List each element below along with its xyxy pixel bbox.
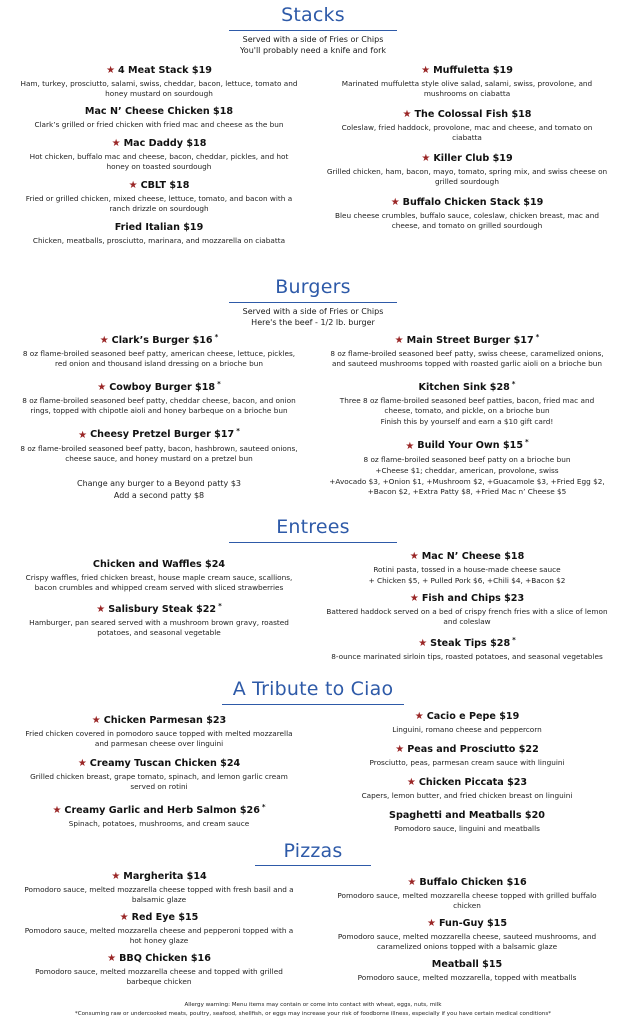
item-name: Fried Italian $19 <box>114 222 204 233</box>
star-icon: ★ <box>99 335 109 347</box>
section-title-stacks: Stacks <box>281 4 345 26</box>
raw-warning-mark: * <box>535 333 540 341</box>
raw-warning-mark: * <box>512 636 516 644</box>
raw-warning-mark: * <box>511 380 516 389</box>
section-title-burgers: Burgers <box>275 276 351 298</box>
allergy-warning: Allergy warning: Menu items may contain or come into contact with wheat, eggs, nuts, milk <box>184 1002 442 1008</box>
item-name: Muffuletta $19 <box>433 65 513 76</box>
menu-item <box>14 952 304 987</box>
item-description: Rotini pasta, tossed in a house-made cheese sauce <box>373 565 561 574</box>
item-name: Build Your Own $15 <box>417 440 523 452</box>
stacks-right-column <box>322 64 612 231</box>
item-name: 4 Meat Stack $19 <box>118 65 212 76</box>
star-icon: ★ <box>421 65 431 76</box>
section-subtitle: Served with a side of Fries or Chips <box>242 35 384 44</box>
section-subtitle: You'll probably need a knife and fork <box>239 46 387 55</box>
menu-item <box>14 179 304 214</box>
ciao-left-column <box>14 714 304 829</box>
item-description: 8 oz flame-broiled seasoned beef patty, american cheese, lettuce, pickles, red onion and thousand island dressing on a brioche bun <box>22 349 296 369</box>
entrees-left-column <box>14 558 304 638</box>
star-icon: ★ <box>52 805 62 817</box>
item-name: Chicken Piccata $23 <box>418 777 528 788</box>
star-icon: ★ <box>77 758 87 769</box>
star-icon: ★ <box>390 197 400 208</box>
menu-item <box>322 152 612 187</box>
star-icon: ★ <box>395 744 405 755</box>
item-name: Fish and Chips $23 <box>421 593 525 604</box>
star-icon: ★ <box>407 877 417 888</box>
star-icon: ★ <box>91 715 101 726</box>
section-rule <box>229 30 397 31</box>
item-name: Meatball $15 <box>431 959 503 970</box>
pizzas-right-column <box>322 876 612 983</box>
section-rule <box>222 704 404 705</box>
item-description: Chicken, meatballs, prosciutto, marinara, and mozzarella on ciabatta <box>32 236 286 245</box>
raw-warning-mark: * <box>218 602 222 610</box>
star-icon: ★ <box>394 335 404 347</box>
item-description: + Chicken $5, + Pulled Pork $6, +Chili $4, +Bacon $2 <box>368 576 566 585</box>
menu-item <box>14 105 304 130</box>
item-description: Pomodoro sauce, melted mozzarella, topped with meatballs <box>357 973 577 982</box>
raw-warning-mark: * <box>525 438 529 447</box>
item-name: Main Street Burger $17 <box>406 335 534 347</box>
stacks-left-column <box>14 64 304 246</box>
star-icon: ★ <box>409 551 419 562</box>
star-icon: ★ <box>418 638 428 650</box>
item-description: Pomodoro sauce, melted mozzarella cheese and pepperoni topped with a hot honey glaze <box>24 926 294 945</box>
item-name: Peas and Prosciutto $22 <box>407 744 539 755</box>
star-icon: ★ <box>406 777 416 788</box>
menu-item <box>14 377 304 416</box>
item-name: Salisbury Steak $22 <box>108 604 217 616</box>
section-title-pizzas: Pizzas <box>283 840 343 862</box>
item-description: +Cheese $1; cheddar, american, provolone, swiss <box>375 465 559 475</box>
menu-item <box>322 435 612 496</box>
section-rule <box>255 865 371 866</box>
item-name: Fun-Guy $15 <box>438 918 507 929</box>
item-description: Spinach, potatoes, mushrooms, and cream sauce <box>68 819 250 829</box>
raw-warning-mark: * <box>217 380 221 389</box>
item-name: Spaghetti and Meatballs $20 <box>389 810 545 821</box>
burgers-right-column <box>322 330 612 497</box>
item-name: Kitchen Sink $28 <box>418 382 510 394</box>
raw-warning-mark: * <box>236 427 240 436</box>
menu-item <box>322 330 612 369</box>
item-name: Cacio e Pepe $19 <box>426 711 520 722</box>
item-description: Pomodoro sauce, melted mozzarella cheese and topped with grilled barbeque chicken <box>35 967 283 986</box>
menu-item <box>14 330 304 369</box>
item-description: Crispy waffles, fried chicken breast, house maple cream sauce, scallions, bacon crumbles and whipped cream served with sliced strawberries <box>25 573 293 592</box>
menu-item <box>14 757 304 792</box>
item-description: Three 8 oz flame-broiled seasoned beef patties, bacon, fried mac and cheese, tomato, and pickle, on a brioche bun <box>339 396 595 416</box>
star-icon: ★ <box>402 109 412 120</box>
ciao-right-column <box>322 710 612 834</box>
star-icon: ★ <box>128 180 138 191</box>
item-name: Buffalo Chicken $16 <box>419 877 527 888</box>
item-name: Cowboy Burger $18 <box>109 382 216 394</box>
item-description: Fried chicken covered in pomodoro sauce topped with melted mozzarella and parmesan cheese over linguini <box>25 729 293 748</box>
star-icon: ★ <box>106 65 116 76</box>
star-icon: ★ <box>405 440 415 452</box>
item-description: Pomodoro sauce, melted mozzarella cheese topped with grilled buffalo chicken <box>337 891 597 910</box>
menu-item <box>14 714 304 749</box>
star-icon: ★ <box>421 153 431 164</box>
item-description: Battered haddock served on a bed of crispy french fries with a slice of lemon and coleslaw <box>326 607 608 626</box>
menu-item <box>322 592 612 627</box>
section-rule <box>229 542 397 543</box>
item-name: Mac N’ Cheese Chicken $18 <box>84 106 234 117</box>
item-description: Prosciutto, peas, parmesan cream sauce with linguini <box>369 758 565 767</box>
item-name: Steak Tips $28 <box>430 638 511 650</box>
menu-item <box>322 377 612 427</box>
item-description: Clark’s grilled or fried chicken with fried mac and cheese as the bun <box>34 120 284 129</box>
item-description: Linguini, romano cheese and peppercorn <box>392 725 542 734</box>
section-subtitle: Served with a side of Fries or Chips <box>242 307 384 316</box>
menu-item <box>322 64 612 99</box>
burger-note: Change any burger to a Beyond patty $3 <box>76 478 241 488</box>
item-name: Chicken Parmesan $23 <box>103 715 227 726</box>
star-icon: ★ <box>111 871 121 882</box>
section-title-entrees: Entrees <box>276 516 350 538</box>
menu-item <box>14 137 304 172</box>
section-rule <box>229 302 397 303</box>
menu-item <box>322 743 612 768</box>
item-name: Chicken and Waffles $24 <box>92 559 226 570</box>
item-description: 8-ounce marinated sirloin tips, roasted potatoes, and seasonal vegetables <box>331 652 603 662</box>
item-description: Grilled chicken, ham, bacon, mayo, tomato, spring mix, and swiss cheese on grilled sourdough <box>326 167 608 186</box>
item-description: Hamburger, pan seared served with a mushroom brown gravy, roasted potatoes, and seasonal vegetable <box>29 618 289 638</box>
menu-item <box>322 876 612 911</box>
menu-item <box>14 64 304 99</box>
section-subtitle: Here's the beef - 1/2 lb. burger <box>251 318 375 327</box>
item-description: 8 oz flame-broiled seasoned beef patty, swiss cheese, caramelized onions, and sauteed mushrooms topped with roasted garlic aioli on a brioche bun <box>330 349 604 369</box>
menu-item <box>14 221 304 246</box>
item-name: Creamy Garlic and Herb Salmon $26 <box>64 805 260 817</box>
item-name: BBQ Chicken $16 <box>119 953 211 964</box>
menu-item <box>322 550 612 586</box>
star-icon: ★ <box>96 604 106 616</box>
menu-item <box>14 870 304 905</box>
item-description: Pomodoro sauce, linguini and meatballs <box>394 824 540 833</box>
star-icon: ★ <box>97 382 107 394</box>
item-name: Mac N’ Cheese $18 <box>421 551 525 562</box>
item-name: Red Eye $15 <box>131 912 199 923</box>
burger-note: Add a second patty $8 <box>113 490 205 500</box>
pizzas-left-column <box>14 870 304 987</box>
menu-item <box>322 917 612 952</box>
item-name: Buffalo Chicken Stack $19 <box>402 197 544 208</box>
item-name: Mac Daddy $18 <box>123 138 207 149</box>
star-icon: ★ <box>414 711 424 722</box>
menu-item <box>14 424 304 463</box>
raw-warning-mark: * <box>261 803 266 811</box>
menu-item <box>14 911 304 946</box>
raw-warning-mark: * <box>214 333 219 341</box>
menu-item <box>322 196 612 231</box>
item-description: Hot chicken, buffalo mac and cheese, bacon, cheddar, pickles, and hot honey on toasted sourdough <box>29 152 289 171</box>
entrees-right-column <box>322 550 612 662</box>
item-name: The Colossal Fish $18 <box>414 109 532 120</box>
menu-item <box>322 776 612 801</box>
item-description: Pomodoro sauce, melted mozzarella cheese topped with fresh basil and a balsamic glaze <box>24 885 294 904</box>
menu-item <box>322 710 612 735</box>
item-description: Ham, turkey, prosciutto, salami, swiss, cheddar, bacon, lettuce, tomato and honey mustard on sourdough <box>20 79 298 98</box>
raw-food-warning: *Consuming raw or undercooked meats, poultry, seafood, shellfish, or eggs may increase your risk of foodborne illness, especially if you have certain medical conditions* <box>74 1011 552 1017</box>
item-description: +Avocado $3, +Onion $1, +Mushroom $2, +Guacamole $3, +Fried Egg $2, +Bacon $2, +Extra Patty $8, +Fried Mac n’ Cheese $5 <box>329 476 605 496</box>
menu-item <box>14 558 304 593</box>
item-description: Finish this by yourself and earn a $10 gift card! <box>380 417 554 427</box>
menu-item <box>322 958 612 983</box>
burgers-left-column <box>14 330 304 502</box>
section-title-ciao: A Tribute to Ciao <box>232 678 394 700</box>
star-icon: ★ <box>426 918 436 929</box>
item-description: 8 oz flame-broiled seasoned beef patty on a brioche bun <box>363 454 571 464</box>
item-description: Bleu cheese crumbles, buffalo sauce, coleslaw, chicken breast, mac and cheese, and tomato on grilled sourdough <box>335 211 599 230</box>
item-description: Coleslaw, fried haddock, provolone, mac and cheese, and tomato on ciabatta <box>341 123 593 142</box>
item-description: Fried or grilled chicken, mixed cheese, lettuce, tomato, and bacon with a ranch drizzle on sourdough <box>25 194 293 213</box>
star-icon: ★ <box>409 593 419 604</box>
item-name: Killer Club $19 <box>433 153 513 164</box>
item-name: Clark’s Burger $16 <box>111 335 213 347</box>
star-icon: ★ <box>78 429 88 441</box>
item-description: 8 oz flame-broiled seasoned beef patty, bacon, hashbrown, sauteed onions, cheese sauce, and honey mustard on a pretzel bun <box>20 443 298 463</box>
item-description: Capers, lemon butter, and fried chicken breast on linguini <box>361 791 573 800</box>
item-description: Grilled chicken breast, grape tomato, spinach, and lemon garlic cream served on rotini <box>30 772 288 791</box>
menu-item <box>322 809 612 834</box>
item-name: Cheesy Pretzel Burger $17 <box>90 429 235 441</box>
item-name: CBLT $18 <box>140 180 190 191</box>
star-icon: ★ <box>119 912 129 923</box>
star-icon: ★ <box>111 138 121 149</box>
star-icon: ★ <box>107 953 117 964</box>
menu-item <box>14 800 304 829</box>
item-name: Creamy Tuscan Chicken $24 <box>89 758 241 769</box>
item-name: Margherita $14 <box>123 871 207 882</box>
item-description: Pomodoro sauce, melted mozzarella cheese, sauteed mushrooms, and caramelized onions topped with a balsamic glaze <box>337 932 597 951</box>
menu-item <box>322 108 612 143</box>
menu-item <box>322 633 612 662</box>
item-description: 8 oz flame-broiled seasoned beef patty, cheddar cheese, bacon, and onion rings, topped with chipotle aioli and honey barbeque on a brioche bun <box>22 396 296 416</box>
menu-item <box>14 599 304 638</box>
item-description: Marinated muffuletta style olive salad, salami, swiss, provolone, and mushrooms on ciabatta <box>341 79 593 98</box>
